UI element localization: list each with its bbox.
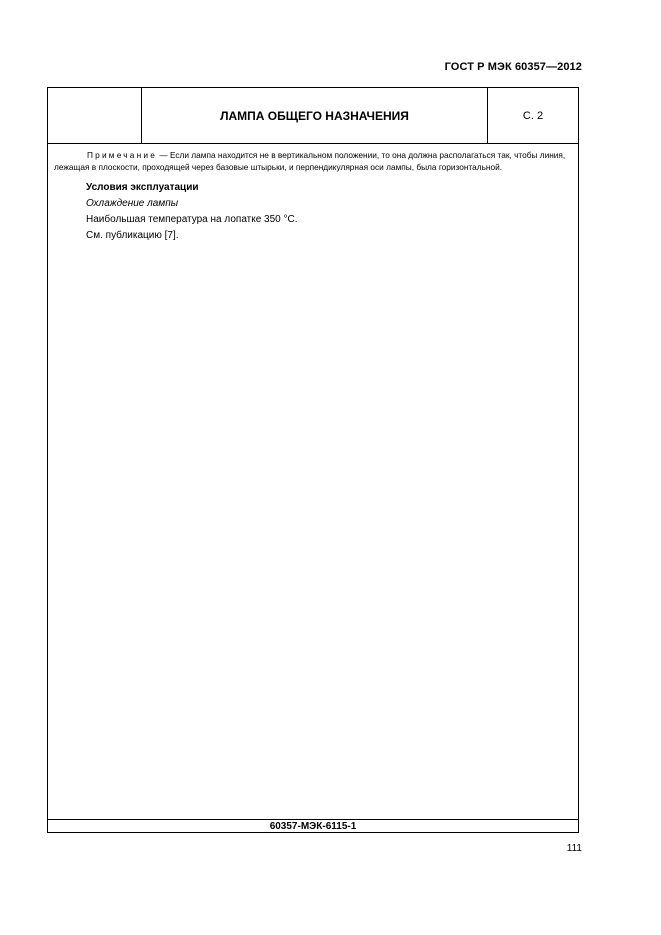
publication-reference-paragraph: См. публикацию [7]. (86, 230, 179, 241)
section-title: Условия эксплуатации (86, 182, 199, 193)
note-paragraph (54, 150, 571, 173)
document-code: ГОСТ Р МЭК 60357—2012 (444, 61, 582, 73)
subsection-title: Охлаждение лампы (86, 198, 179, 209)
sheet-header (48, 88, 578, 144)
sheet-title: ЛАМПА ОБЩЕГО НАЗНАЧЕНИЯ (142, 88, 488, 143)
sheet-content (48, 150, 578, 241)
header-empty-cell (48, 88, 142, 143)
note-label: Примечание (87, 150, 158, 160)
sheet-number: С. 2 (522, 109, 544, 122)
note-text: — Если лампа находится не в вертикальном положении, то она должна располагаться так, чтобы линия, лежащая в плоскости, проходящей через базовые штырьки, и перпендикулярная оси лампы, была горизонтальной. (54, 150, 566, 172)
sheet-footer-code: 60357-МЭК-6115-1 (48, 819, 578, 832)
sheet-frame (47, 87, 579, 833)
page-number: 111 (566, 843, 582, 854)
max-temperature-paragraph: Наибольшая температура на лопатке 350 °С. (86, 214, 298, 225)
